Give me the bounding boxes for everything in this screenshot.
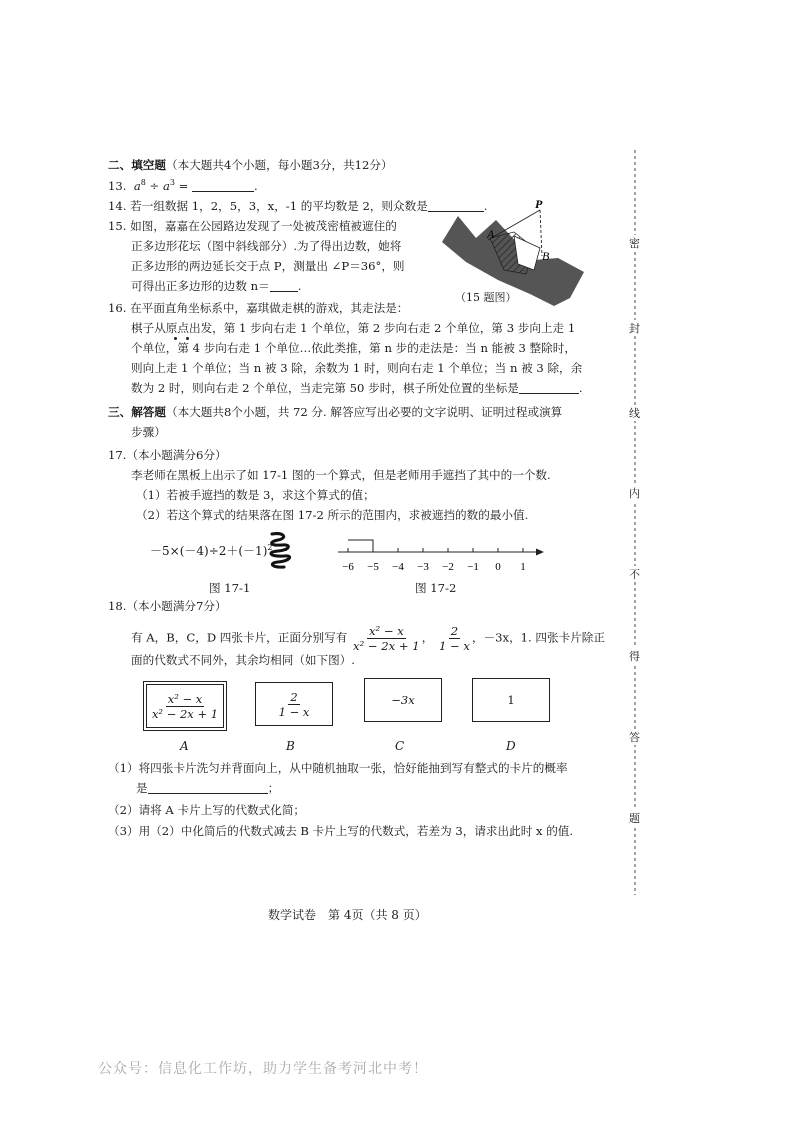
- question-18-part-2: （2）请将 A 卡片上写的代数式化简；: [108, 803, 306, 817]
- number-line: [334, 532, 550, 578]
- question-15-line-4: 可得出正多边形的边数 n＝ .: [131, 279, 302, 293]
- card-c: −3x: [364, 678, 442, 722]
- question-16-line-4: 则向上走 1 个单位；当 n 被 3 除，余数为 1 时，则向右走 1 个单位；当 n 被 3 除，余: [131, 361, 583, 375]
- question-17-part-2: （2）若这个算式的结果落在图 17-2 所示的范围内，求被遮挡的数的最小值.: [136, 508, 529, 522]
- question-17-part-1: （1）若被手遮挡的数是 3，求这个算式的值；: [136, 488, 375, 502]
- question-15-line-2: 正多边形花坛（图中斜线部分）.为了得出边数，她将: [131, 239, 402, 253]
- question-13: 13. $a^8 \div a^3$ = .: [108, 178, 258, 193]
- card-d: 1: [472, 678, 550, 722]
- question-17-intro: 李老师在黑板上出示了如 17-1 图的一个算式，但是老师用手遮挡了其中的一个数.: [131, 468, 551, 482]
- side-char-8: 题: [629, 812, 640, 825]
- question-18-part-3: （3）用（2）中化简后的代数式减去 B 卡片上写的代数式，若差为 3，请求出此时 x 的值.: [108, 824, 574, 838]
- label-p: P: [535, 198, 543, 211]
- question-16-line-3: 个单位，第 4 步向右走 1 个单位…依此类推，第 n 步的走法是：当 n 能被 3 整除时，: [131, 341, 576, 355]
- section3-heading: 三、解答题（本大题共8个小题，共 72 分. 解答应写出必要的文字说明、证明过程或演算: [108, 405, 563, 419]
- number-line-arrow: [536, 549, 544, 556]
- fraction-a-inline: $\frac{\text{x² − x}}{\text{x² − 2x + 1}}$: [353, 624, 420, 653]
- side-char-5: 不: [629, 568, 640, 581]
- tick-label: −5: [367, 561, 379, 573]
- question-16-line-5: 数为 2 时，则向右走 2 个单位，当走完第 50 步时，棋子所处位置的坐标是 .: [131, 381, 583, 395]
- card-c-label: C: [395, 739, 405, 753]
- label-a: A: [487, 227, 495, 241]
- question-17-title: 17.（本小题满分6分）: [108, 448, 227, 462]
- figure-15-caption: （15 题图）: [455, 291, 517, 304]
- card-d-label: D: [506, 739, 516, 753]
- tick-label: −3: [417, 561, 429, 573]
- question-18-intro: 有 A，B，C，D 四张卡片，正面分别写有 $\frac{\text{x² − x}}{\text{x² − 2x + 1}}$ ， $\frac{2}{1 - x}$ ，－3x，1. 四张卡片除正: [131, 624, 605, 653]
- side-char-3: 线: [629, 407, 640, 420]
- answer-blank-13[interactable]: [192, 180, 254, 192]
- card-b: $\frac{2}{1 - x}$: [255, 682, 333, 726]
- question-15-line-1: 15. 如图，嘉嘉在公园路边发现了一处被茂密植被遮住的: [108, 219, 397, 233]
- tick-label: 0: [495, 561, 501, 573]
- question-18-part-1-line-2: 是 ；: [136, 781, 280, 795]
- section3-heading-line-2: 步骤）: [131, 425, 166, 439]
- label-b: B: [542, 249, 550, 263]
- side-char-2: 封: [629, 322, 640, 335]
- binding-line: [624, 150, 646, 895]
- card-a-label: A: [180, 739, 189, 753]
- figure-17-2-caption: 图 17-2: [415, 581, 457, 595]
- tick-label: −6: [342, 561, 354, 573]
- fraction-b-inline: $\frac{2}{1 - x}$: [438, 624, 470, 653]
- watermark-text: 公众号：信息化工作坊，助力学生备考河北中考！: [98, 1061, 428, 1077]
- range-bracket: [348, 540, 373, 552]
- figure-17-1-caption: 图 17-1: [209, 581, 251, 595]
- question-18-intro-line-2: 面的代数式不同外，其余均相同（如下图）.: [131, 653, 355, 667]
- question-16-line-1: 16. 在平面直角坐标系中，嘉琪做走棋的游戏，其走法是：: [108, 301, 409, 315]
- section2-heading: 二、填空题（本大题共4个小题，每小题3分，共12分）: [108, 158, 393, 172]
- answer-blank-16[interactable]: [519, 382, 579, 394]
- question-16-line-2: 棋子从原点出发，第 1 步向右走 1 个单位，第 2 步向右走 2 个单位，第 3 步向上走 1: [131, 321, 576, 335]
- answer-blank-15[interactable]: [270, 280, 298, 292]
- hand-covering-icon: [264, 530, 294, 572]
- question-18-title: 18.（本小题满分7分）: [108, 599, 227, 613]
- tick-label: 1: [520, 561, 526, 573]
- side-char-6: 得: [629, 650, 640, 663]
- side-char-1: 密: [629, 237, 640, 250]
- expression-17-1: $-5\times(-4)\div 2+(-1)^2$ －: [150, 543, 289, 558]
- side-char-7: 答: [629, 731, 640, 744]
- question-18-part-1-line-1: （1）将四张卡片洗匀并背面向上，从中随机抽取一张，恰好能抽到写有整式的卡片的概率: [108, 761, 568, 775]
- card-b-label: B: [286, 739, 295, 753]
- card-a: $\frac{\text{x² − x}}{\text{x² − 2x + 1}}$: [146, 684, 224, 728]
- tick-label: −4: [392, 561, 404, 573]
- question-14: 14. 若一组数据 1，2，5，3，x，-1 的平均数是 2，则众数是 .: [108, 199, 488, 213]
- tick-label: −1: [467, 561, 479, 573]
- tick-label: −2: [442, 561, 454, 573]
- question-15-line-3: 正多边形的两边延长交于点 P，测量出 ∠P＝36°，则: [131, 259, 405, 273]
- side-char-4: 内: [629, 487, 640, 500]
- page-footer: 数学试卷 第 4页（共 8 页）: [268, 908, 427, 922]
- answer-blank-18-1[interactable]: [148, 782, 268, 794]
